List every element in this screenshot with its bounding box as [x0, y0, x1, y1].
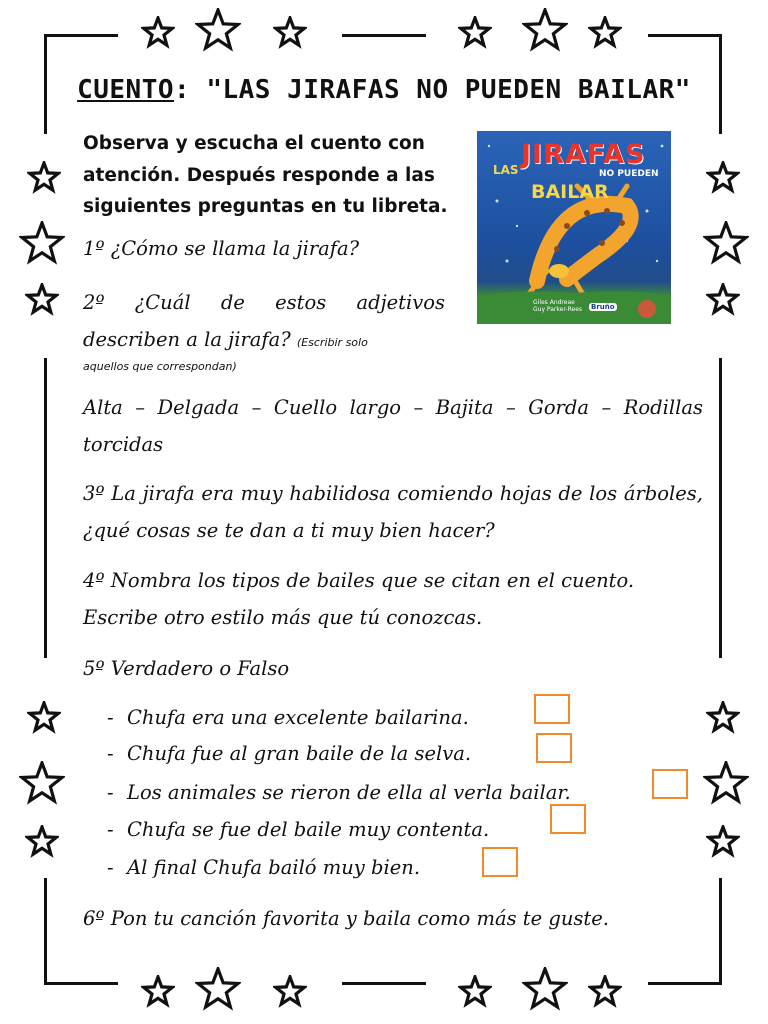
star-icon: [458, 975, 492, 1009]
question-2-line-1: 2º ¿Cuál de estos adjetivos: [83, 291, 445, 314]
question-2-note: (Escribir solo: [296, 336, 368, 349]
frame-top-mid-line: [342, 34, 426, 37]
tf-statement: [107, 855, 420, 881]
tf-text: Chufa fue al gran baile de la selva.: [127, 742, 472, 765]
star-icon: [522, 967, 568, 1013]
star-icon: [19, 761, 65, 807]
star-icon: [588, 975, 622, 1009]
frame-right-bottom-line: [719, 878, 722, 984]
cover-publisher: Bruño: [591, 303, 615, 311]
star-icon: [19, 221, 65, 267]
frame-bottom-left-line: [44, 982, 118, 985]
intro-instructions: Observa y escucha el cuento con atención. Después responde a las siguientes preguntas en tu libreta.: [83, 133, 448, 217]
tf-checkbox[interactable]: [550, 804, 586, 834]
star-icon: [25, 825, 59, 859]
title-label: CUENTO: [77, 75, 174, 105]
star-icon: [25, 283, 59, 317]
star-icon: [703, 221, 749, 267]
tf-checkbox[interactable]: [534, 694, 570, 724]
star-icon: [141, 975, 175, 1009]
tf-statement: [107, 780, 571, 806]
adjective-options: Alta – Delgada – Cuello largo – Bajita – Gorda – Rodillas torcidas: [83, 396, 703, 456]
tf-checkbox[interactable]: [482, 847, 518, 877]
star-icon: [273, 975, 307, 1009]
cover-title-las: LAS: [493, 163, 519, 177]
title-story: "LAS JIRAFAS NO PUEDEN BAILAR": [206, 75, 691, 105]
star-icon: [27, 161, 61, 195]
star-icon: [522, 8, 568, 54]
question-2-line-2: [83, 321, 445, 361]
cover-authors: Giles Andreae Guy Parker-Rees: [533, 299, 583, 313]
star-icon: [706, 283, 740, 317]
tf-dash: -: [107, 781, 114, 804]
tf-dash: -: [107, 742, 114, 765]
cover-title-jirafas: JIRAFAS: [521, 139, 646, 170]
star-icon: [706, 825, 740, 859]
frame-right-mid-line: [719, 358, 722, 658]
frame-top-left-line: [44, 34, 118, 37]
tf-dash: -: [107, 856, 114, 879]
frame-right-top-line: [719, 34, 722, 134]
question-4: 4º Nombra los tipos de bailes que se citan en el cuento. Escribe otro estilo más que tú conozcas.: [83, 569, 635, 629]
question-2-note-continued: aquellos que correspondan): [83, 360, 237, 373]
frame-left-mid-line: [44, 358, 47, 658]
tf-dash: -: [107, 706, 114, 729]
star-icon: [588, 16, 622, 50]
tf-statement: [107, 741, 471, 767]
tf-text: Los animales se rieron de ella al verla bailar.: [127, 781, 571, 804]
tf-checkbox[interactable]: [652, 769, 688, 799]
star-icon: [706, 701, 740, 735]
star-icon: [458, 16, 492, 50]
star-icon: [706, 161, 740, 195]
question-3: 3º La jirafa era muy habilidosa comiendo hojas de los árboles, ¿qué cosas se te dan a ti muy bien hacer?: [83, 482, 703, 542]
frame-left-top-line: [44, 34, 47, 134]
tf-statement: [107, 817, 489, 843]
question-1: 1º ¿Cómo se llama la jirafa?: [83, 237, 360, 260]
question-5: 5º Verdadero o Falso: [83, 657, 290, 680]
star-icon: [195, 8, 241, 54]
question-2-text: describen a la jirafa?: [83, 328, 291, 351]
star-icon: [141, 16, 175, 50]
star-icon: [195, 967, 241, 1013]
book-cover-image: [477, 131, 671, 324]
tf-text: Al final Chufa bailó muy bien.: [127, 856, 421, 879]
tf-statement: [107, 705, 469, 731]
cover-title-no-pueden: NO PUEDEN: [599, 169, 659, 179]
tf-text: Chufa era una excelente bailarina.: [127, 706, 469, 729]
title-separator: :: [174, 75, 191, 105]
tf-dash: -: [107, 818, 114, 841]
frame-top-right-line: [648, 34, 722, 37]
page-title: [60, 75, 708, 105]
cover-title-bailar: BAILAR: [531, 181, 609, 203]
star-icon: [27, 701, 61, 735]
question-6: 6º Pon tu canción favorita y baila como más te guste.: [83, 907, 610, 930]
star-icon: [273, 16, 307, 50]
tf-checkbox[interactable]: [536, 733, 572, 763]
star-icon: [703, 761, 749, 807]
tf-text: Chufa se fue del baile muy contenta.: [127, 818, 490, 841]
frame-bottom-right-line: [648, 982, 722, 985]
frame-left-bottom-line: [44, 878, 47, 984]
frame-bottom-mid-line: [342, 982, 426, 985]
